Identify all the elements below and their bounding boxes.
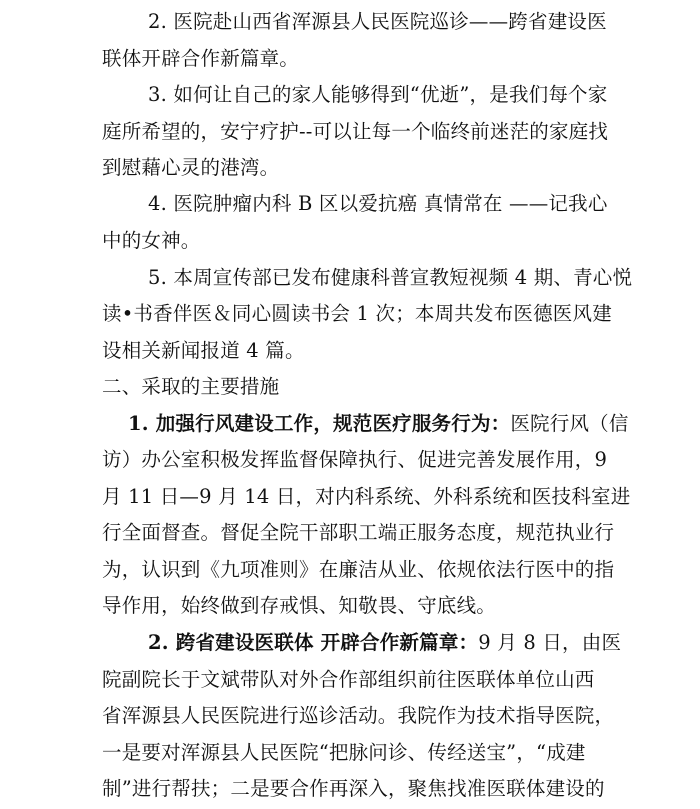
measure-1-line-5: 为，认识到《九项准则》在廉洁从业、依规依法行医中的指 — [102, 558, 615, 581]
list-item-3-line-2: 庭所希望的，安宁疗护--可以让每一个临终前迷茫的家庭找 — [102, 120, 609, 143]
measure-2-line-5: 制”进行帮扶；二是要合作再深入，聚焦找准医联体建设的 — [102, 777, 605, 800]
list-item-5-line-3: 设相关新闻报道 4 篇。 — [102, 339, 305, 362]
measure-1-line-6: 导作用，始终做到存戒惧、知敬畏、守底线。 — [102, 594, 497, 617]
measure-2-line-2: 院副院长于文斌带队对外合作部组织前往医联体单位山西 — [102, 668, 595, 691]
list-item-3-line-1: 3. 如何让自己的家人能够得到“优逝”，是我们每个家 — [148, 83, 608, 106]
list-item-5-line-1: 5. 本周宣传部已发布健康科普宣教短视频 4 期、青心悦 — [148, 266, 633, 289]
measure-2-line-3: 省浑源县人民医院进行巡诊活动。我院作为技术指导医院， — [102, 704, 615, 727]
measure-1-line-4: 行全面督查。督促全院干部职工端正服务态度，规范执业行 — [102, 521, 615, 544]
list-item-3-line-3: 到慰藉心灵的港湾。 — [102, 156, 280, 179]
measure-1-line-2: 访）办公室积极发挥监督保障执行、促进完善发展作用，9 — [102, 448, 608, 471]
measure-1-line-1 — [0, 404, 700, 444]
list-item-5-line-2: 读•书香伴医＆同心圆读书会 1 次；本周共发布医德医风建 — [102, 302, 612, 325]
measure-2-line-4: 一是要对浑源县人民医院“把脉问诊、传经送宝”，“成建 — [102, 741, 586, 764]
list-item-2-line-2: 联体开辟合作新篇章。 — [102, 47, 300, 70]
section-heading: 二、采取的主要措施 — [102, 375, 280, 398]
list-item-4-line-1: 4. 医院肿瘤内科 B 区以爱抗癌 真情常在 ——记我心 — [148, 192, 608, 215]
measure-1-text-start: 医院行风（信 — [510, 412, 629, 435]
list-item-2-line-1: 2. 医院赴山西省浑源县人民医院巡诊——跨省建设医 — [148, 10, 607, 33]
measure-1-line-3: 月 11 日—9 月 14 日，对内科系统、外科系统和医技科室进 — [102, 485, 631, 508]
measure-2-heading: 2. 跨省建设医联体 开辟合作新篇章： — [148, 631, 479, 654]
list-item-4-line-2: 中的女神。 — [102, 229, 201, 252]
measure-1-heading: 1. 加强行风建设工作，规范医疗服务行为： — [128, 412, 511, 435]
measure-2-line-1 — [0, 623, 700, 663]
measure-2-text-start: 9 月 8 日，由医 — [478, 631, 622, 654]
